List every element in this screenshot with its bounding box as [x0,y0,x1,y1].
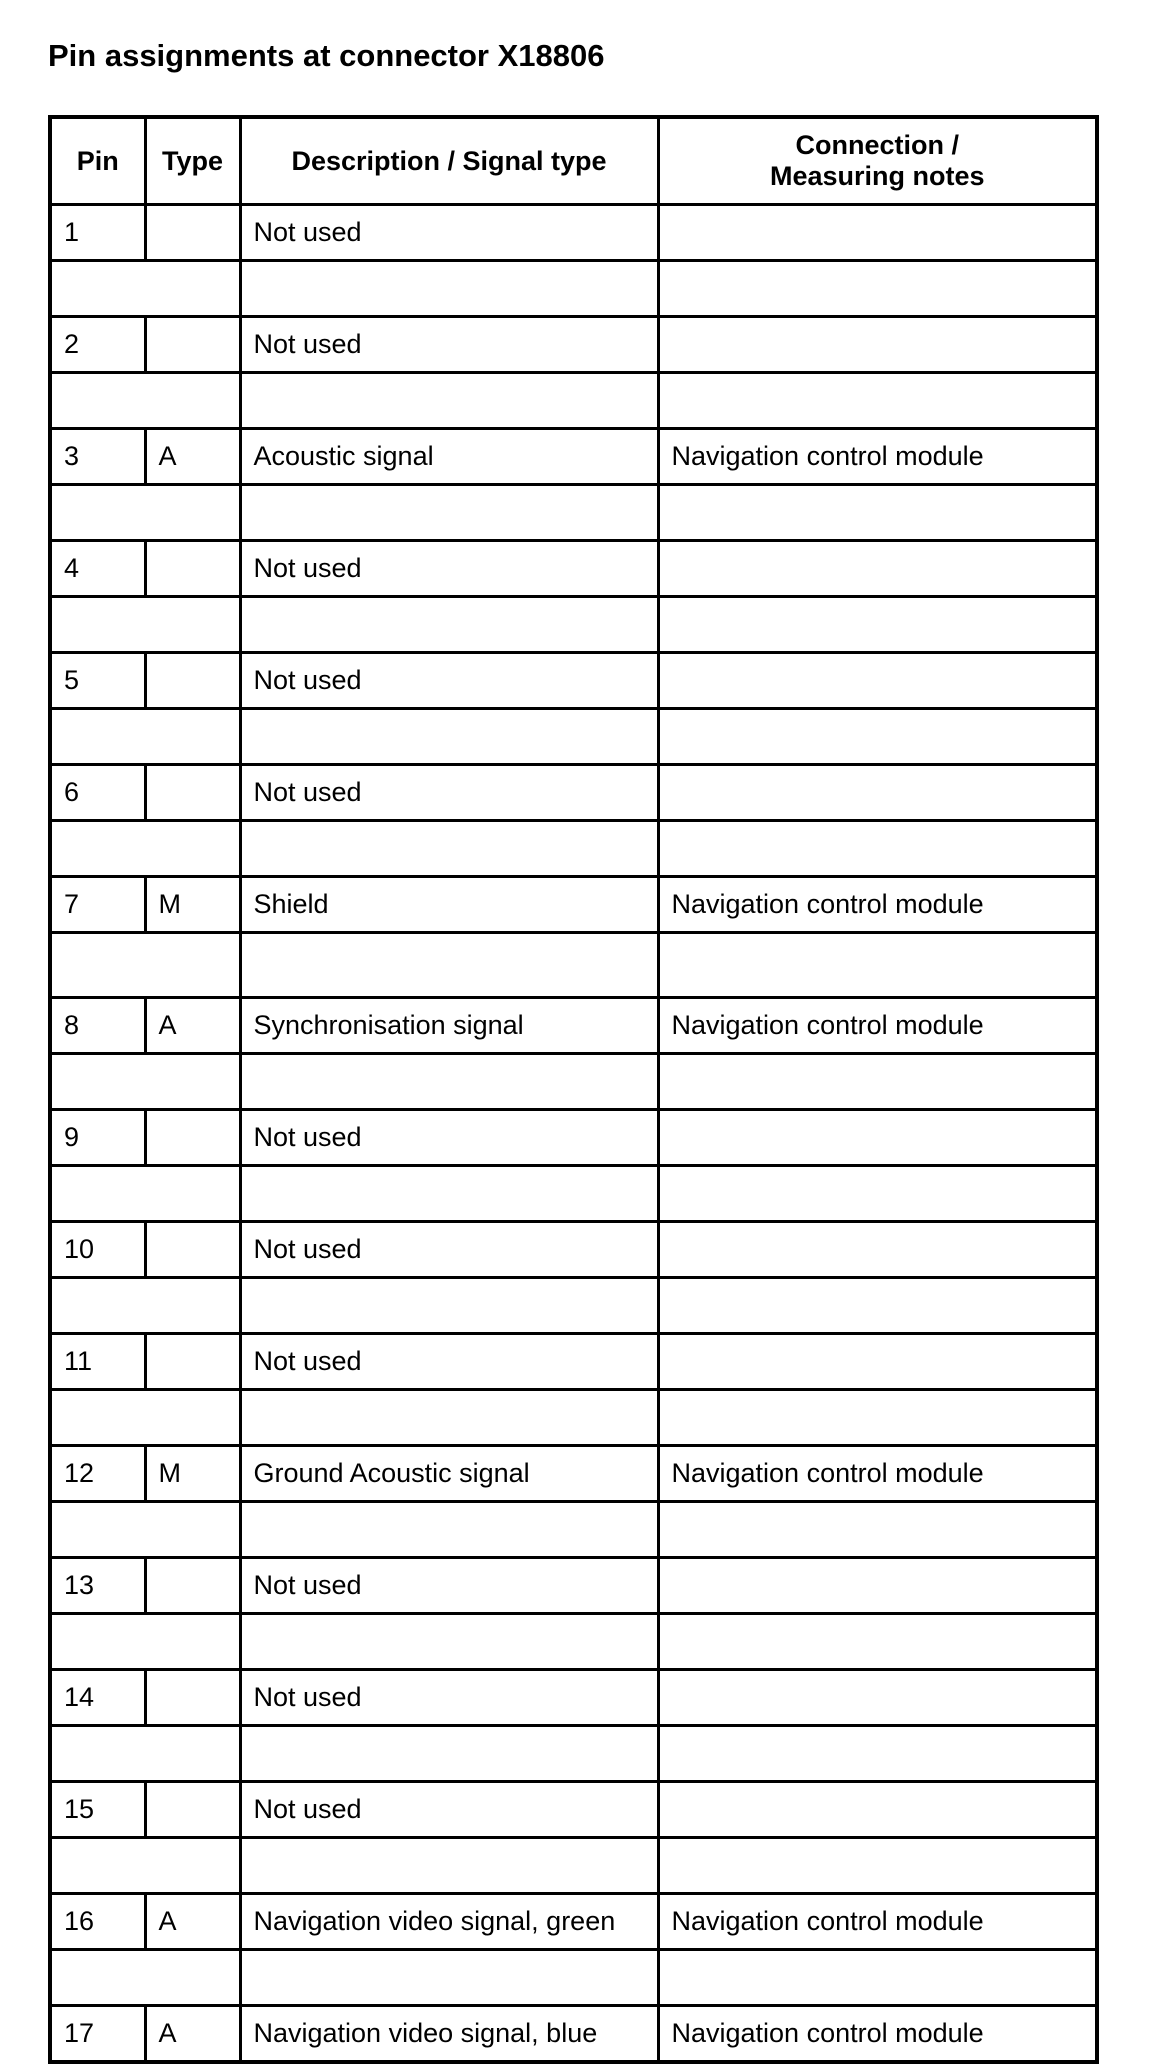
spacer-row [50,1054,1097,1110]
cell-connection [658,1670,1097,1726]
cell-type [145,653,240,709]
cell-type [145,1222,240,1278]
spacer-row [50,1726,1097,1782]
cell-pin: 8 [50,998,145,1054]
header-connection-line2: Measuring notes [769,161,985,191]
cell-description: Synchronisation signal [240,998,658,1054]
spacer-cell [50,821,240,877]
spacer-row [50,933,1097,998]
spacer-cell [658,1278,1097,1334]
cell-connection: Navigation control module [658,429,1097,485]
table-row [50,1558,1097,1614]
table-row [50,765,1097,821]
cell-pin: 13 [50,1558,145,1614]
spacer-cell [50,1838,240,1894]
spacer-cell [240,709,658,765]
spacer-cell [658,933,1097,998]
spacer-cell [50,1950,240,2006]
cell-description: Not used [240,205,658,261]
spacer-cell [240,373,658,429]
cell-type: A [145,998,240,1054]
spacer-cell [658,1390,1097,1446]
spacer-cell [658,597,1097,653]
cell-description: Navigation video signal, blue [240,2006,658,2063]
spacer-cell [50,1278,240,1334]
table-row [50,1670,1097,1726]
cell-description: Not used [240,541,658,597]
spacer-cell [240,1950,658,2006]
spacer-cell [240,597,658,653]
cell-description: Navigation video signal, green [240,1894,658,1950]
table-row [50,998,1097,1054]
table-header-row [50,117,1097,205]
spacer-cell [240,1614,658,1670]
table-row [50,1894,1097,1950]
spacer-cell [240,485,658,541]
spacer-cell [658,1838,1097,1894]
table-row [50,541,1097,597]
cell-type [145,1782,240,1838]
table-row [50,877,1097,933]
cell-pin: 12 [50,1446,145,1502]
table-body [50,205,1097,2063]
table-row [50,429,1097,485]
spacer-row [50,1390,1097,1446]
cell-description: Ground Acoustic signal [240,1446,658,1502]
spacer-cell [50,261,240,317]
cell-connection [658,1558,1097,1614]
cell-connection [658,317,1097,373]
spacer-cell [658,1502,1097,1558]
spacer-cell [50,933,240,998]
cell-connection [658,1782,1097,1838]
spacer-cell [50,1502,240,1558]
cell-type [145,205,240,261]
cell-connection [658,541,1097,597]
spacer-cell [240,821,658,877]
cell-type: M [145,1446,240,1502]
cell-connection: Navigation control module [658,998,1097,1054]
header-type: Type [145,117,240,205]
cell-connection [658,205,1097,261]
spacer-cell [240,1726,658,1782]
spacer-cell [658,1950,1097,2006]
table-row [50,317,1097,373]
spacer-row [50,1278,1097,1334]
table-row [50,205,1097,261]
spacer-cell [50,1054,240,1110]
cell-type [145,1558,240,1614]
spacer-cell [240,1838,658,1894]
table-row [50,2006,1097,2063]
cell-pin: 6 [50,765,145,821]
spacer-row [50,709,1097,765]
cell-pin: 11 [50,1334,145,1390]
spacer-cell [240,1390,658,1446]
spacer-row [50,821,1097,877]
table-row [50,1334,1097,1390]
spacer-row [50,1166,1097,1222]
spacer-cell [50,709,240,765]
cell-connection: Navigation control module [658,1446,1097,1502]
cell-connection [658,1334,1097,1390]
spacer-row [50,485,1097,541]
spacer-cell [658,485,1097,541]
cell-description: Not used [240,1782,658,1838]
header-pin: Pin [50,117,145,205]
cell-pin: 4 [50,541,145,597]
spacer-cell [240,1166,658,1222]
spacer-cell [50,1390,240,1446]
spacer-cell [240,1502,658,1558]
cell-pin: 1 [50,205,145,261]
cell-connection: Navigation control module [658,877,1097,933]
spacer-cell [658,261,1097,317]
cell-description: Shield [240,877,658,933]
spacer-cell [240,1278,658,1334]
spacer-cell [50,1166,240,1222]
spacer-cell [658,821,1097,877]
spacer-cell [658,709,1097,765]
table-row [50,1222,1097,1278]
spacer-row [50,1614,1097,1670]
spacer-row [50,261,1097,317]
cell-type: M [145,877,240,933]
cell-connection: Navigation control module [658,1894,1097,1950]
cell-description: Not used [240,653,658,709]
table-row [50,1782,1097,1838]
table-row [50,1446,1097,1502]
cell-pin: 16 [50,1894,145,1950]
cell-description: Not used [240,1110,658,1166]
spacer-cell [50,1726,240,1782]
cell-pin: 3 [50,429,145,485]
cell-type [145,1334,240,1390]
cell-connection [658,765,1097,821]
spacer-cell [50,597,240,653]
spacer-row [50,597,1097,653]
cell-description: Not used [240,1222,658,1278]
spacer-cell [658,1614,1097,1670]
page-title: Pin assignments at connector X18806 [48,38,605,73]
cell-type [145,1670,240,1726]
spacer-cell [240,1054,658,1110]
spacer-cell [240,261,658,317]
spacer-cell [50,373,240,429]
table-row [50,1110,1097,1166]
cell-connection [658,653,1097,709]
spacer-cell [658,1166,1097,1222]
cell-type [145,765,240,821]
spacer-row [50,1838,1097,1894]
spacer-row [50,1502,1097,1558]
pin-assignment-table [48,115,1099,2064]
cell-description: Not used [240,1334,658,1390]
cell-description: Not used [240,1670,658,1726]
cell-connection: Navigation control module [658,2006,1097,2063]
spacer-cell [50,1614,240,1670]
spacer-cell [240,933,658,998]
header-connection [658,117,1097,205]
spacer-row [50,1950,1097,2006]
cell-pin: 2 [50,317,145,373]
cell-type [145,541,240,597]
cell-connection [658,1222,1097,1278]
cell-pin: 17 [50,2006,145,2063]
spacer-row [50,373,1097,429]
cell-description: Not used [240,765,658,821]
cell-type [145,1110,240,1166]
cell-description: Not used [240,317,658,373]
cell-connection [658,1110,1097,1166]
cell-pin: 9 [50,1110,145,1166]
spacer-cell [50,485,240,541]
header-description: Description / Signal type [240,117,658,205]
cell-pin: 7 [50,877,145,933]
spacer-cell [658,1054,1097,1110]
spacer-cell [658,1726,1097,1782]
cell-pin: 14 [50,1670,145,1726]
cell-description: Acoustic signal [240,429,658,485]
cell-type: A [145,1894,240,1950]
cell-pin: 5 [50,653,145,709]
cell-pin: 15 [50,1782,145,1838]
cell-type: A [145,429,240,485]
table-row [50,653,1097,709]
cell-description: Not used [240,1558,658,1614]
cell-type: A [145,2006,240,2063]
cell-pin: 10 [50,1222,145,1278]
spacer-cell [658,373,1097,429]
header-connection-line1: Connection / [795,130,959,160]
cell-type [145,317,240,373]
